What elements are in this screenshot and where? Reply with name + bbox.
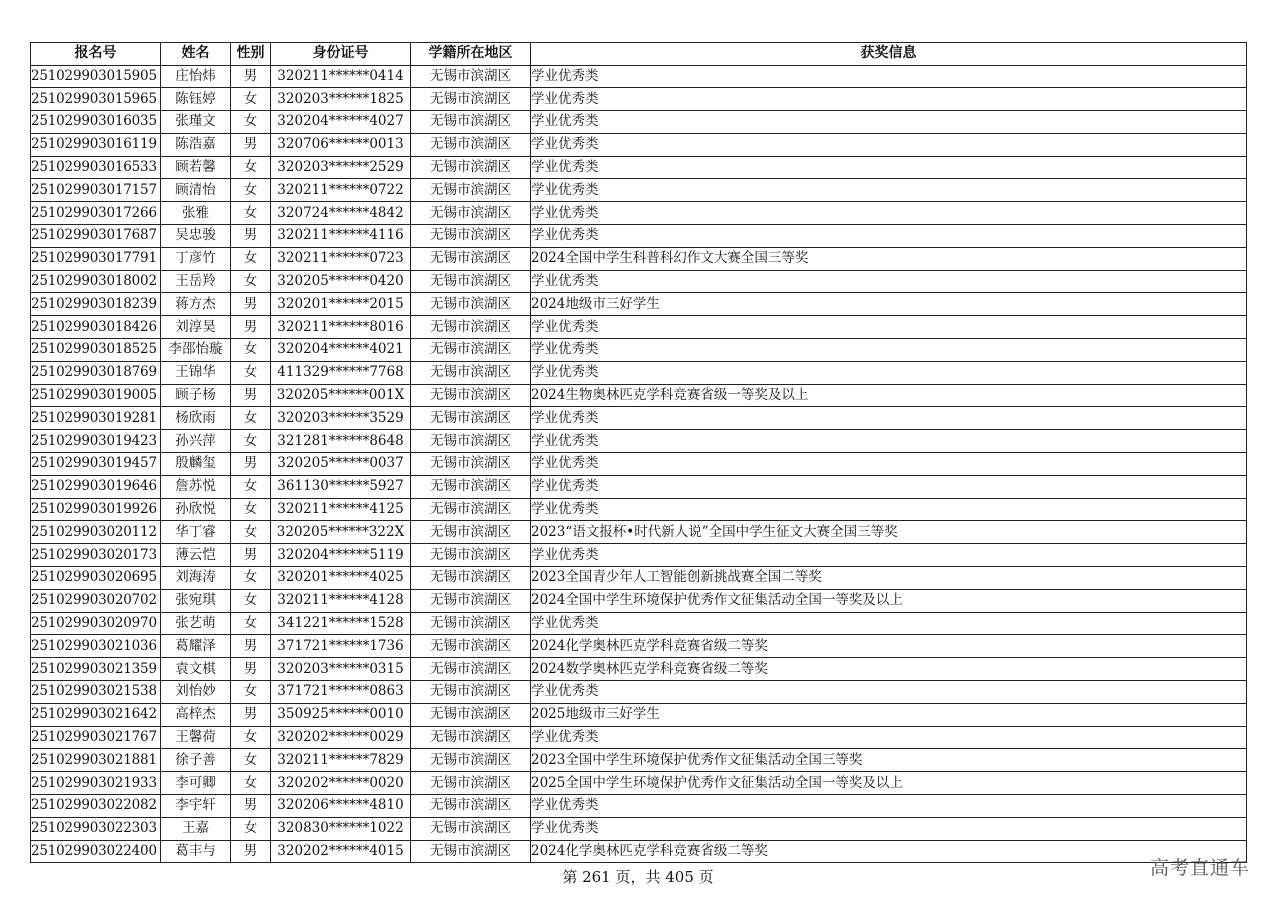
- table-row: [31, 589, 1247, 612]
- id-number-cell: 321281******8648: [271, 430, 411, 453]
- award-info-cell: 学业优秀类: [531, 681, 1247, 704]
- region-cell: 无锡市滨湖区: [411, 635, 531, 658]
- gender-cell: 男: [231, 635, 271, 658]
- gender-cell: 男: [231, 225, 271, 248]
- gender-cell: 女: [231, 726, 271, 749]
- gender-cell: 女: [231, 407, 271, 430]
- name-cell: 张雅: [161, 202, 231, 225]
- id-number-cell: 320211******4116: [271, 225, 411, 248]
- id-number-cell: 320203******3529: [271, 407, 411, 430]
- region-cell: 无锡市滨湖区: [411, 339, 531, 362]
- region-cell: 无锡市滨湖区: [411, 681, 531, 704]
- table-row: [31, 612, 1247, 635]
- gender-cell: 男: [231, 703, 271, 726]
- table-row: [31, 247, 1247, 270]
- region-cell: 无锡市滨湖区: [411, 521, 531, 544]
- id-number-cell: 320205******0037: [271, 453, 411, 476]
- registration-no-cell: 251029903019646: [31, 475, 161, 498]
- region-cell: 无锡市滨湖区: [411, 612, 531, 635]
- table-row: [31, 453, 1247, 476]
- table-row: [31, 475, 1247, 498]
- registration-no-cell: 251029903020702: [31, 589, 161, 612]
- table-row: [31, 749, 1247, 772]
- gender-cell: 女: [231, 681, 271, 704]
- name-cell: 顾若馨: [161, 156, 231, 179]
- id-number-cell: 320211******8016: [271, 316, 411, 339]
- registration-no-cell: 251029903019457: [31, 453, 161, 476]
- region-cell: 无锡市滨湖区: [411, 817, 531, 840]
- name-cell: 张瑾文: [161, 111, 231, 134]
- region-cell: 无锡市滨湖区: [411, 453, 531, 476]
- name-cell: 陈浩嘉: [161, 133, 231, 156]
- registration-no-cell: 251029903018426: [31, 316, 161, 339]
- gender-cell: 男: [231, 133, 271, 156]
- gender-cell: 男: [231, 658, 271, 681]
- table-row: [31, 407, 1247, 430]
- award-info-cell: 学业优秀类: [531, 544, 1247, 567]
- name-cell: 王馨荷: [161, 726, 231, 749]
- award-info-cell: 学业优秀类: [531, 795, 1247, 818]
- table-row: [31, 840, 1247, 863]
- name-cell: 张宛琪: [161, 589, 231, 612]
- id-number-cell: 320203******1825: [271, 88, 411, 111]
- gender-cell: 女: [231, 612, 271, 635]
- id-number-cell: 320201******2015: [271, 293, 411, 316]
- region-cell: 无锡市滨湖区: [411, 225, 531, 248]
- region-cell: 无锡市滨湖区: [411, 202, 531, 225]
- region-cell: 无锡市滨湖区: [411, 361, 531, 384]
- award-info-cell: 学业优秀类: [531, 133, 1247, 156]
- gender-cell: 女: [231, 749, 271, 772]
- table-row: [31, 179, 1247, 202]
- name-cell: 袁文棋: [161, 658, 231, 681]
- id-number-cell: 320211******0722: [271, 179, 411, 202]
- name-cell: 李邵怡璇: [161, 339, 231, 362]
- award-info-cell: 2024生物奥林匹克学科竞赛省级一等奖及以上: [531, 384, 1247, 407]
- gender-cell: 男: [231, 316, 271, 339]
- gender-cell: 男: [231, 453, 271, 476]
- registration-no-cell: 251029903022082: [31, 795, 161, 818]
- gender-cell: 女: [231, 589, 271, 612]
- registration-no-cell: 251029903022400: [31, 840, 161, 863]
- table-row: [31, 703, 1247, 726]
- name-cell: 刘淳昊: [161, 316, 231, 339]
- region-cell: 无锡市滨湖区: [411, 498, 531, 521]
- id-number-cell: 320211******4128: [271, 589, 411, 612]
- award-info-cell: 学业优秀类: [531, 156, 1247, 179]
- id-number-cell: 320211******0723: [271, 247, 411, 270]
- name-cell: 丁彦竹: [161, 247, 231, 270]
- award-info-cell: 学业优秀类: [531, 111, 1247, 134]
- registration-no-cell: 251029903017266: [31, 202, 161, 225]
- name-cell: 殷麟玺: [161, 453, 231, 476]
- award-info-cell: 学业优秀类: [531, 202, 1247, 225]
- id-number-cell: 320204******4027: [271, 111, 411, 134]
- award-info-cell: 学业优秀类: [531, 475, 1247, 498]
- region-cell: 无锡市滨湖区: [411, 658, 531, 681]
- region-cell: 无锡市滨湖区: [411, 111, 531, 134]
- region-cell: 无锡市滨湖区: [411, 840, 531, 863]
- gender-cell: 男: [231, 795, 271, 818]
- award-info-cell: 学业优秀类: [531, 361, 1247, 384]
- region-cell: 无锡市滨湖区: [411, 65, 531, 88]
- region-cell: 无锡市滨湖区: [411, 293, 531, 316]
- table-row: [31, 817, 1247, 840]
- award-info-cell: 学业优秀类: [531, 88, 1247, 111]
- registration-no-cell: 251029903020112: [31, 521, 161, 544]
- table-row: [31, 225, 1247, 248]
- name-cell: 吴忠骏: [161, 225, 231, 248]
- registration-no-cell: 251029903017157: [31, 179, 161, 202]
- region-cell: 无锡市滨湖区: [411, 133, 531, 156]
- gender-cell: 女: [231, 361, 271, 384]
- id-number-cell: 411329******7768: [271, 361, 411, 384]
- gender-cell: 女: [231, 772, 271, 795]
- id-number-cell: 320204******5119: [271, 544, 411, 567]
- gender-cell: 女: [231, 202, 271, 225]
- registration-no-cell: 251029903017791: [31, 247, 161, 270]
- gender-cell: 女: [231, 88, 271, 111]
- table-row: [31, 430, 1247, 453]
- name-cell: 孙兴萍: [161, 430, 231, 453]
- id-number-cell: 320202******0020: [271, 772, 411, 795]
- award-info-cell: 学业优秀类: [531, 817, 1247, 840]
- gender-cell: 女: [231, 156, 271, 179]
- registration-no-cell: 251029903021881: [31, 749, 161, 772]
- registration-no-cell: 251029903022303: [31, 817, 161, 840]
- name-cell: 杨欣雨: [161, 407, 231, 430]
- name-cell: 李宇轩: [161, 795, 231, 818]
- award-info-cell: 2025地级市三好学生: [531, 703, 1247, 726]
- registration-no-cell: 251029903018002: [31, 270, 161, 293]
- region-cell: 无锡市滨湖区: [411, 726, 531, 749]
- id-number-cell: 320205******001X: [271, 384, 411, 407]
- gender-cell: 男: [231, 544, 271, 567]
- table-row: [31, 544, 1247, 567]
- region-cell: 无锡市滨湖区: [411, 270, 531, 293]
- name-cell: 高梓杰: [161, 703, 231, 726]
- table-row: [31, 726, 1247, 749]
- name-cell: 李可卿: [161, 772, 231, 795]
- award-info-cell: 学业优秀类: [531, 179, 1247, 202]
- registration-no-cell: 251029903017687: [31, 225, 161, 248]
- registration-no-cell: 251029903019926: [31, 498, 161, 521]
- name-cell: 孙欣悦: [161, 498, 231, 521]
- region-cell: 无锡市滨湖区: [411, 795, 531, 818]
- table-row: [31, 795, 1247, 818]
- name-cell: 詹苏悦: [161, 475, 231, 498]
- award-info-cell: 2024化学奥林匹克学科竞赛省级二等奖: [531, 840, 1247, 863]
- registration-no-cell: 251029903021642: [31, 703, 161, 726]
- table-row: [31, 681, 1247, 704]
- gender-cell: 男: [231, 65, 271, 88]
- region-cell: 无锡市滨湖区: [411, 179, 531, 202]
- award-info-cell: 学业优秀类: [531, 339, 1247, 362]
- registration-no-cell: 251029903021933: [31, 772, 161, 795]
- registration-no-cell: 251029903019281: [31, 407, 161, 430]
- header-gender: 性别: [231, 43, 271, 66]
- id-number-cell: 320211******7829: [271, 749, 411, 772]
- id-number-cell: 350925******0010: [271, 703, 411, 726]
- award-info-cell: 学业优秀类: [531, 726, 1247, 749]
- award-info-cell: 学业优秀类: [531, 498, 1247, 521]
- region-cell: 无锡市滨湖区: [411, 430, 531, 453]
- id-number-cell: 361130******5927: [271, 475, 411, 498]
- id-number-cell: 320203******0315: [271, 658, 411, 681]
- name-cell: 王岳羚: [161, 270, 231, 293]
- region-cell: 无锡市滨湖区: [411, 407, 531, 430]
- award-info-cell: 2024全国中学生科普科幻作文大赛全国三等奖: [531, 247, 1247, 270]
- id-number-cell: 320724******4842: [271, 202, 411, 225]
- name-cell: 刘海涛: [161, 567, 231, 590]
- registration-no-cell: 251029903021538: [31, 681, 161, 704]
- award-info-cell: 学业优秀类: [531, 612, 1247, 635]
- registration-no-cell: 251029903020970: [31, 612, 161, 635]
- award-info-cell: 2023全国青少年人工智能创新挑战赛全国二等奖: [531, 567, 1247, 590]
- region-cell: 无锡市滨湖区: [411, 384, 531, 407]
- table-row: [31, 270, 1247, 293]
- registration-no-cell: 251029903018239: [31, 293, 161, 316]
- roster-table: [30, 42, 1247, 863]
- name-cell: 顾清怡: [161, 179, 231, 202]
- registration-no-cell: 251029903018769: [31, 361, 161, 384]
- region-cell: 无锡市滨湖区: [411, 772, 531, 795]
- registration-no-cell: 251029903016119: [31, 133, 161, 156]
- name-cell: 庄怡炜: [161, 65, 231, 88]
- id-number-cell: 320211******4125: [271, 498, 411, 521]
- award-info-cell: 学业优秀类: [531, 270, 1247, 293]
- header-region: 学籍所在地区: [411, 43, 531, 66]
- registration-no-cell: 251029903016533: [31, 156, 161, 179]
- table-row: [31, 498, 1247, 521]
- gender-cell: 男: [231, 293, 271, 316]
- gender-cell: 女: [231, 567, 271, 590]
- award-info-cell: 2024化学奥林匹克学科竞赛省级二等奖: [531, 635, 1247, 658]
- registration-no-cell: 251029903021036: [31, 635, 161, 658]
- gender-cell: 女: [231, 817, 271, 840]
- name-cell: 王嘉: [161, 817, 231, 840]
- id-number-cell: 320211******0414: [271, 65, 411, 88]
- header-id-number: 身份证号: [271, 43, 411, 66]
- registration-no-cell: 251029903020695: [31, 567, 161, 590]
- award-info-cell: 学业优秀类: [531, 225, 1247, 248]
- id-number-cell: 320205******0420: [271, 270, 411, 293]
- table-row: [31, 202, 1247, 225]
- name-cell: 刘怡妙: [161, 681, 231, 704]
- award-info-cell: 2024地级市三好学生: [531, 293, 1247, 316]
- award-info-cell: 学业优秀类: [531, 316, 1247, 339]
- name-cell: 顾子杨: [161, 384, 231, 407]
- id-number-cell: 320205******322X: [271, 521, 411, 544]
- table-row: [31, 635, 1247, 658]
- registration-no-cell: 251029903019423: [31, 430, 161, 453]
- gender-cell: 女: [231, 339, 271, 362]
- id-number-cell: 371721******1736: [271, 635, 411, 658]
- registration-no-cell: 251029903015965: [31, 88, 161, 111]
- registration-no-cell: 251029903016035: [31, 111, 161, 134]
- gender-cell: 女: [231, 430, 271, 453]
- table-row: [31, 133, 1247, 156]
- id-number-cell: 320830******1022: [271, 817, 411, 840]
- award-info-cell: 学业优秀类: [531, 407, 1247, 430]
- region-cell: 无锡市滨湖区: [411, 88, 531, 111]
- id-number-cell: 320204******4021: [271, 339, 411, 362]
- award-info-cell: 2025全国中学生环境保护优秀作文征集活动全国一等奖及以上: [531, 772, 1247, 795]
- gender-cell: 女: [231, 475, 271, 498]
- gender-cell: 女: [231, 111, 271, 134]
- name-cell: 王锦华: [161, 361, 231, 384]
- gender-cell: 女: [231, 270, 271, 293]
- gender-cell: 男: [231, 840, 271, 863]
- region-cell: 无锡市滨湖区: [411, 544, 531, 567]
- table-row: [31, 361, 1247, 384]
- region-cell: 无锡市滨湖区: [411, 703, 531, 726]
- region-cell: 无锡市滨湖区: [411, 589, 531, 612]
- award-info-cell: 2023“语文报杯•时代新人说”全国中学生征文大赛全国三等奖: [531, 521, 1247, 544]
- name-cell: 葛耀泽: [161, 635, 231, 658]
- name-cell: 徐子善: [161, 749, 231, 772]
- table-row: [31, 521, 1247, 544]
- id-number-cell: 320706******0013: [271, 133, 411, 156]
- registration-no-cell: 251029903020173: [31, 544, 161, 567]
- table-row: [31, 156, 1247, 179]
- table-header-row: [31, 43, 1247, 66]
- id-number-cell: 341221******1528: [271, 612, 411, 635]
- award-info-cell: 学业优秀类: [531, 430, 1247, 453]
- id-number-cell: 320202******0029: [271, 726, 411, 749]
- table-row: [31, 339, 1247, 362]
- id-number-cell: 320202******4015: [271, 840, 411, 863]
- region-cell: 无锡市滨湖区: [411, 156, 531, 179]
- watermark-logo-text: 高考直通车: [1149, 857, 1250, 879]
- table-row: [31, 293, 1247, 316]
- page-number: 第 261 页，共 405 页: [562, 868, 714, 886]
- region-cell: 无锡市滨湖区: [411, 247, 531, 270]
- award-info-cell: 2023全国中学生环境保护优秀作文征集活动全国三等奖: [531, 749, 1247, 772]
- header-registration-no: 报名号: [31, 43, 161, 66]
- gender-cell: 女: [231, 247, 271, 270]
- award-info-cell: 2024全国中学生环境保护优秀作文征集活动全国一等奖及以上: [531, 589, 1247, 612]
- registration-no-cell: 251029903021767: [31, 726, 161, 749]
- region-cell: 无锡市滨湖区: [411, 316, 531, 339]
- table-row: [31, 316, 1247, 339]
- gender-cell: 男: [231, 384, 271, 407]
- name-cell: 陈钰婷: [161, 88, 231, 111]
- table-row: [31, 65, 1247, 88]
- name-cell: 葛丰与: [161, 840, 231, 863]
- award-info-cell: 学业优秀类: [531, 453, 1247, 476]
- region-cell: 无锡市滨湖区: [411, 475, 531, 498]
- id-number-cell: 320201******4025: [271, 567, 411, 590]
- id-number-cell: 371721******0863: [271, 681, 411, 704]
- gender-cell: 女: [231, 498, 271, 521]
- award-info-cell: 学业优秀类: [531, 65, 1247, 88]
- table-row: [31, 567, 1247, 590]
- region-cell: 无锡市滨湖区: [411, 749, 531, 772]
- table-row: [31, 384, 1247, 407]
- header-award-info: 获奖信息: [531, 43, 1247, 66]
- registration-no-cell: 251029903019005: [31, 384, 161, 407]
- name-cell: 华丁睿: [161, 521, 231, 544]
- name-cell: 薄云恺: [161, 544, 231, 567]
- header-name: 姓名: [161, 43, 231, 66]
- table-row: [31, 111, 1247, 134]
- region-cell: 无锡市滨湖区: [411, 567, 531, 590]
- table-row: [31, 658, 1247, 681]
- id-number-cell: 320203******2529: [271, 156, 411, 179]
- registration-no-cell: 251029903015905: [31, 65, 161, 88]
- registration-no-cell: 251029903018525: [31, 339, 161, 362]
- table-body: [31, 65, 1247, 863]
- registration-no-cell: 251029903021359: [31, 658, 161, 681]
- award-info-cell: 2024数学奥林匹克学科竞赛省级二等奖: [531, 658, 1247, 681]
- name-cell: 张艺萌: [161, 612, 231, 635]
- id-number-cell: 320206******4810: [271, 795, 411, 818]
- gender-cell: 女: [231, 521, 271, 544]
- table-row: [31, 772, 1247, 795]
- name-cell: 蒋方杰: [161, 293, 231, 316]
- table-row: [31, 88, 1247, 111]
- gender-cell: 女: [231, 179, 271, 202]
